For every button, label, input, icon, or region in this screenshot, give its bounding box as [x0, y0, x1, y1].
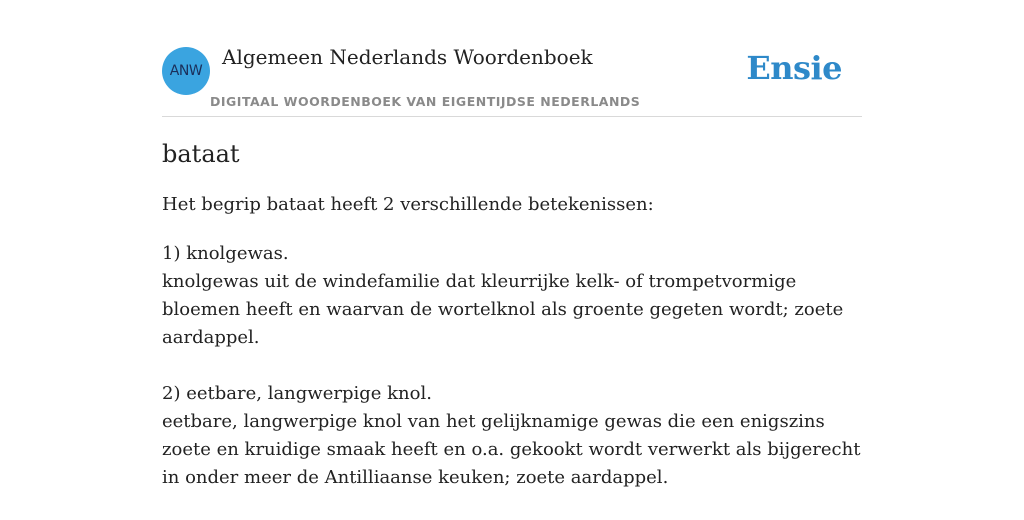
anw-logo[interactable] — [162, 47, 210, 95]
definitions-list — [162, 240, 862, 520]
definition-text: knolgewas uit de windefamilie dat kleurrijke kelk- of trompetvormige bloemen heeft en waarvan de wortelknol als groente gegeten wordt; zoete aardappel. — [162, 271, 844, 348]
ensie-brand-link[interactable]: Ensie — [746, 49, 842, 87]
site-subtitle: DIGITAAL WOORDENBOEK VAN EIGENTIJDSE NEDERLANDS — [210, 94, 641, 109]
definition-text: eetbare, langwerpige knol van het gelijknamige gewas die een enigszins zoete en kruidige smaak heeft en o.a. gekookt wordt verwerkt als bijgerecht in onder meer de Antilliaanse keuken; zoete aardappel. — [162, 411, 861, 488]
definition-item — [162, 380, 862, 492]
logo-text: ANW — [169, 63, 203, 79]
site-title[interactable]: Algemeen Nederlands Woordenboek — [222, 45, 593, 69]
site-header — [162, 0, 862, 117]
page-container — [162, 0, 862, 512]
definition-heading: 1) knolgewas. — [162, 243, 289, 264]
entry-word: bataat — [162, 140, 240, 168]
definition-heading: 2) eetbare, langwerpige knol. — [162, 383, 432, 404]
entry-intro: Het begrip bataat heeft 2 verschillende betekenissen: — [162, 194, 654, 215]
definition-item — [162, 240, 862, 352]
